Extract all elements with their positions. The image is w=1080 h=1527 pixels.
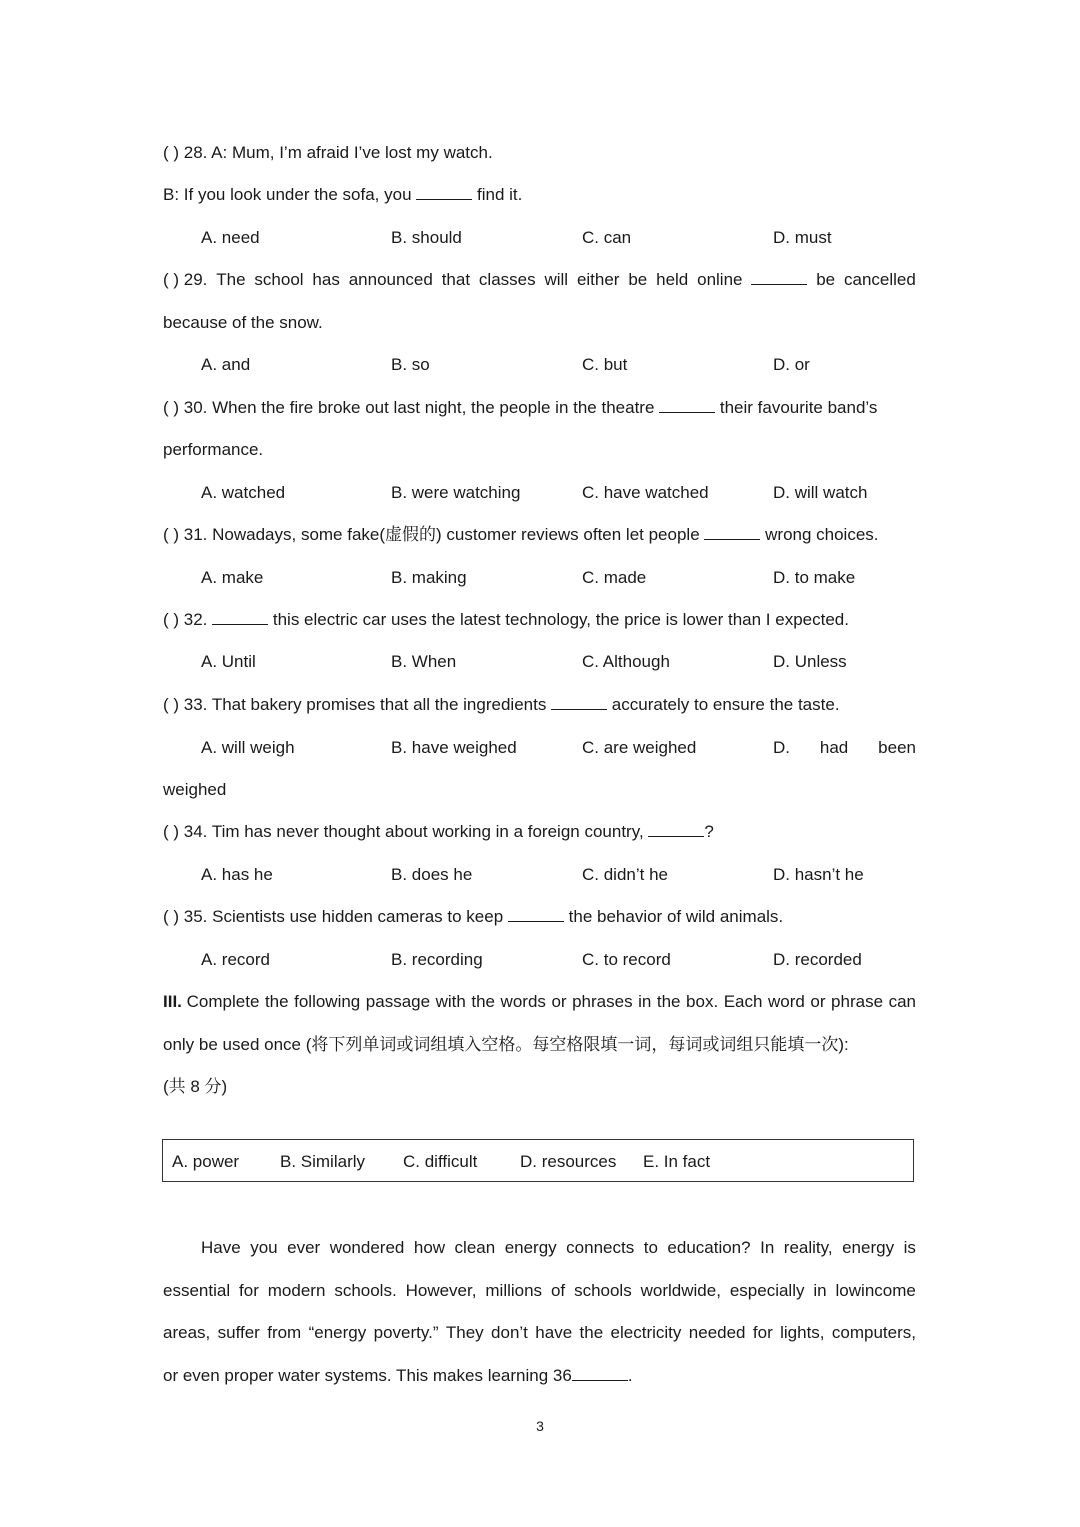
q28-option-c[interactable]: C. can	[582, 228, 632, 247]
passage-line-3: areas, suffer from “energy poverty.” They don’t have the electricity needed for lights, computers,	[163, 1323, 916, 1342]
q31-option-c[interactable]: C. made	[582, 568, 647, 587]
q31-option-a[interactable]: A. make	[201, 568, 264, 587]
q32-option-c[interactable]: C. Although	[582, 652, 670, 671]
q34-option-d[interactable]: D. hasn’t he	[773, 865, 864, 884]
q34-option-c[interactable]: C. didn’t he	[582, 865, 668, 884]
q30-line2: performance.	[163, 440, 264, 459]
section3-instructions: III. Complete the following passage with the words or phrases in the box. Each word or phrase can	[163, 992, 916, 1011]
q28-option-a[interactable]: A. need	[201, 228, 260, 247]
answer-blank-36[interactable]	[572, 1365, 628, 1381]
q34-option-b[interactable]: B. does he	[391, 865, 473, 884]
section3-instructions-line2: only be used once (将下列单词或词组填入空格。每空格限填一词，每词或词组只能填一次):	[163, 1035, 849, 1054]
q28-option-d[interactable]: D. must	[773, 228, 832, 247]
section-numeral: III.	[163, 992, 182, 1011]
q31-option-d[interactable]: D. to make	[773, 568, 856, 587]
q32-stem: ( ) 32. this electric car uses the latest technology, the price is lower than I expected.	[163, 610, 849, 629]
word-box-item: B. Similarly	[280, 1152, 366, 1171]
q30-option-a[interactable]: A. watched	[201, 483, 286, 502]
word-box-item: C. difficult	[403, 1152, 478, 1171]
q30-option-b[interactable]: B. were watching	[391, 483, 521, 502]
q32-option-b[interactable]: B. When	[391, 652, 457, 671]
q30-stem: ( ) 30. When the fire broke out last night, the people in the theatre their favourite band’s	[163, 398, 878, 417]
q33-option-b[interactable]: B. have weighed	[391, 738, 517, 757]
q28-stem: ( ) 28. A: Mum, I’m afraid I’ve lost my watch.	[163, 143, 493, 162]
answer-blank[interactable]	[416, 184, 472, 200]
q34-stem: ( ) 34. Tim has never thought about working in a foreign country, ?	[163, 822, 714, 841]
answer-blank[interactable]	[659, 397, 715, 413]
q29-option-c[interactable]: C. but	[582, 355, 628, 374]
answer-blank[interactable]	[704, 524, 760, 540]
word-box-item: E. In fact	[643, 1152, 711, 1171]
q31-stem: ( ) 31. Nowadays, some fake(虚假的) customer reviews often let people wrong choices.	[163, 525, 879, 544]
answer-blank[interactable]	[551, 694, 607, 710]
q28-line2: B: If you look under the sofa, you find it.	[163, 185, 523, 204]
q33-option-d[interactable]: D. had been	[773, 738, 916, 757]
passage-line-1: Have you ever wondered how clean energy connects to education? In reality, energy is	[201, 1238, 916, 1257]
q31-option-b[interactable]: B. making	[391, 568, 467, 587]
q32-option-a[interactable]: A. Until	[201, 652, 256, 671]
q30-option-c[interactable]: C. have watched	[582, 483, 709, 502]
section3-score: (共 8 分)	[163, 1077, 228, 1096]
q28-option-b[interactable]: B. should	[391, 228, 462, 247]
q29-option-a[interactable]: A. and	[201, 355, 251, 374]
answer-blank[interactable]	[648, 821, 704, 837]
answer-blank[interactable]	[751, 269, 807, 285]
q34-option-a[interactable]: A. has he	[201, 865, 273, 884]
q29-option-b[interactable]: B. so	[391, 355, 430, 374]
answer-blank[interactable]	[212, 609, 268, 625]
q35-option-c[interactable]: C. to record	[582, 950, 671, 969]
q30-option-d[interactable]: D. will watch	[773, 483, 868, 502]
q35-option-a[interactable]: A. record	[201, 950, 270, 969]
passage-line-4: or even proper water systems. This makes learning 36 .	[163, 1366, 633, 1385]
word-box-item: D. resources	[520, 1152, 617, 1171]
q35-option-d[interactable]: D. recorded	[773, 950, 862, 969]
q35-option-b[interactable]: B. recording	[391, 950, 483, 969]
passage-line-2: essential for modern schools. However, millions of schools worldwide, especially in lowincome	[163, 1281, 916, 1300]
q33-option-c[interactable]: C. are weighed	[582, 738, 697, 757]
word-box	[162, 1139, 914, 1182]
q33-stem: ( ) 33. That bakery promises that all the ingredients accurately to ensure the taste.	[163, 695, 840, 714]
q29-line2: because of the snow.	[163, 313, 323, 332]
q29-stem: ( ) 29. The school has announced that classes will either be held online be cancelled	[163, 270, 916, 289]
q32-option-d[interactable]: D. Unless	[773, 652, 847, 671]
answer-blank[interactable]	[508, 906, 564, 922]
q33-option-d-continued: weighed	[163, 780, 227, 799]
q29-option-d[interactable]: D. or	[773, 355, 810, 374]
q33-option-a[interactable]: A. will weigh	[201, 738, 295, 757]
page-number: 3	[536, 1418, 544, 1434]
word-box-item: A. power	[172, 1152, 240, 1171]
q35-stem: ( ) 35. Scientists use hidden cameras to keep the behavior of wild animals.	[163, 907, 784, 926]
